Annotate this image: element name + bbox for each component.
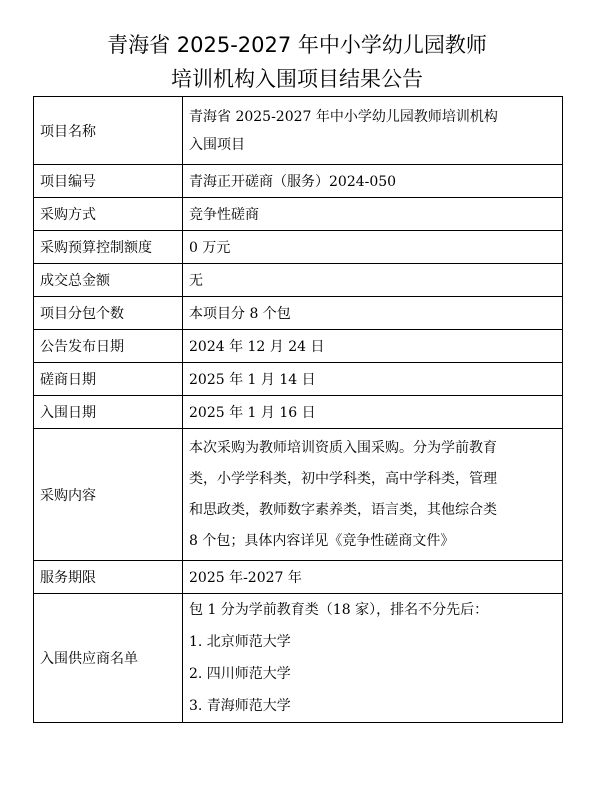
supplier-item: 1. 北京师范大学 [189,634,291,650]
row-label: 采购预算控制额度 [34,231,183,264]
table-row-project-number [34,165,563,198]
value-line: 本次采购为教师培训资质入围采购。分为学前教育 [189,439,497,456]
row-label: 入围供应商名单 [34,594,183,723]
supplier-item: 3. 青海师范大学 [189,698,291,714]
supplier-item: 2. 四川师范大学 [189,666,291,682]
row-value: 青海正开磋商（服务）2024-050 [183,165,563,198]
value-line: 和思政类，教师数字素养类，语言类，其他综合类 [189,501,497,518]
row-value [183,594,563,723]
row-value: 2025 年-2027 年 [183,561,563,594]
table-row-package-count [34,297,563,330]
table-row-total-amount [34,264,563,297]
row-value: 无 [183,264,563,297]
row-value: 2024 年 12 月 24 日 [183,330,563,363]
table-row-publish-date [34,330,563,363]
project-info-table [33,96,563,723]
row-label: 项目编号 [34,165,183,198]
value-line: 入围项目 [189,136,245,153]
announcement-title-line-2: 培训机构入围项目结果公告 [171,67,423,91]
table-row-budget [34,231,563,264]
value-line: 青海省 2025-2027 年中小学幼儿园教师培训机构 [189,108,498,125]
row-label: 项目名称 [34,97,183,165]
row-value [183,97,563,165]
table-row-negotiation-date [34,363,563,396]
row-label: 入围日期 [34,396,183,429]
table-row-supplier-list [34,594,563,723]
row-label: 成交总金额 [34,264,183,297]
row-value: 2025 年 1 月 14 日 [183,363,563,396]
row-value: 2025 年 1 月 16 日 [183,396,563,429]
value-line: 类，小学学科类，初中学科类，高中学科类，管理 [189,470,497,487]
announcement-title-line-1: 青海省 2025-2027 年中小学幼儿园教师 [107,33,487,57]
table-row-project-name [34,97,563,165]
table-row-service-period [34,561,563,594]
row-value: 0 万元 [183,231,563,264]
table-row-shortlist-date [34,396,563,429]
row-label: 项目分包个数 [34,297,183,330]
value-line: 8 个包；具体内容详见《竞争性磋商文件》 [189,532,455,549]
row-label: 公告发布日期 [34,330,183,363]
row-label: 采购内容 [34,429,183,561]
row-value [183,429,563,561]
table-row-procurement-content [34,429,563,561]
row-label: 服务期限 [34,561,183,594]
value-line: 包 1 分为学前教育类（18 家），排名不分先后： [189,602,489,618]
row-value: 本项目分 8 个包 [183,297,563,330]
row-label: 采购方式 [34,198,183,231]
row-label: 磋商日期 [34,363,183,396]
row-value: 竞争性磋商 [183,198,563,231]
table-row-procurement-method [34,198,563,231]
